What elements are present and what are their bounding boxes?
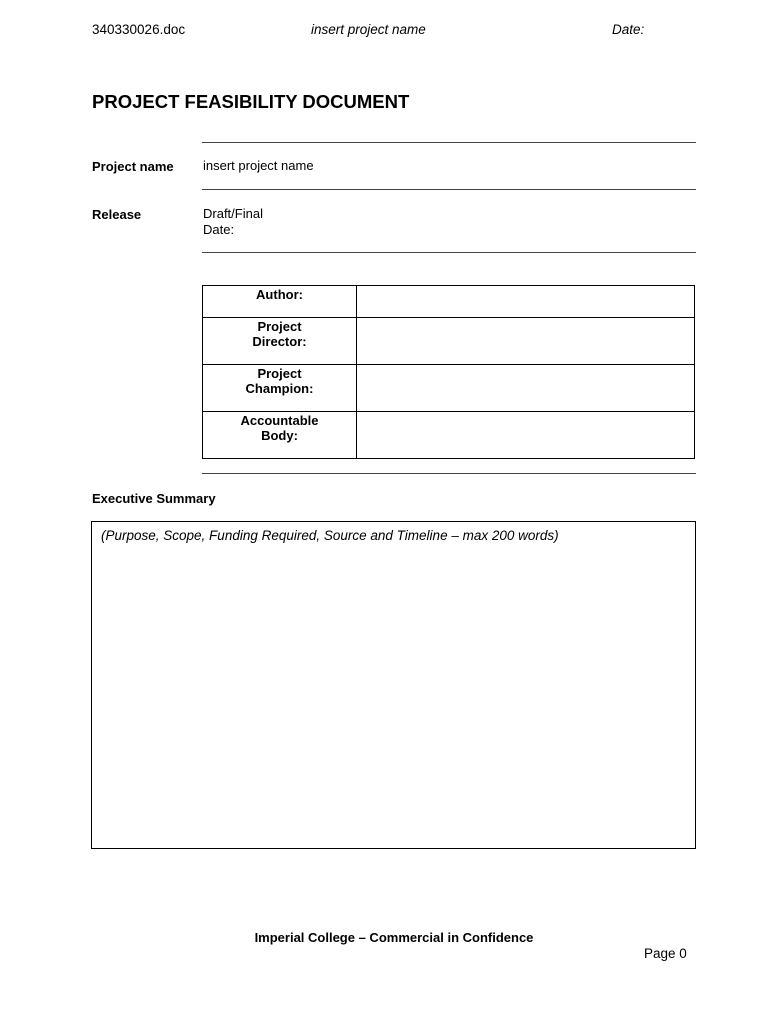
role-cell xyxy=(203,365,357,412)
role-label: Director: xyxy=(252,334,307,349)
executive-summary-heading: Executive Summary xyxy=(92,491,216,506)
header-filename: 340330026.doc xyxy=(92,22,186,37)
role-label: Champion: xyxy=(245,381,314,396)
role-value-cell[interactable] xyxy=(357,412,695,459)
role-label: Project xyxy=(257,366,302,381)
divider-rule xyxy=(202,189,696,190)
role-cell xyxy=(203,318,357,365)
footer-confidentiality: Imperial College – Commercial in Confidence xyxy=(254,930,534,945)
header-project-name: insert project name xyxy=(311,22,426,37)
role-value-cell[interactable] xyxy=(357,286,695,318)
page-number: Page 0 xyxy=(644,946,687,961)
role-label: Body: xyxy=(261,428,298,443)
document-title: PROJECT FEASIBILITY DOCUMENT xyxy=(92,91,410,112)
release-label: Release xyxy=(92,207,142,222)
executive-summary-box[interactable] xyxy=(91,521,696,849)
header-date-label: Date: xyxy=(612,22,645,37)
role-value-cell[interactable] xyxy=(357,318,695,365)
table-row xyxy=(203,412,695,459)
table-row xyxy=(203,286,695,318)
divider-rule xyxy=(202,473,696,474)
role-label: Accountable xyxy=(240,413,319,428)
table-row xyxy=(203,318,695,365)
project-name-value[interactable]: insert project name xyxy=(203,158,314,173)
role-cell xyxy=(203,412,357,459)
table-row xyxy=(203,365,695,412)
project-people-table xyxy=(202,285,695,459)
role-value-cell[interactable] xyxy=(357,365,695,412)
divider-rule xyxy=(202,252,696,253)
project-name-label: Project name xyxy=(92,159,174,174)
role-label: Author: xyxy=(256,287,303,302)
release-date[interactable]: Date: xyxy=(203,222,235,237)
executive-summary-placeholder: (Purpose, Scope, Funding Required, Source and Timeline – max 200 words) xyxy=(101,528,559,543)
divider-rule xyxy=(202,142,696,143)
role-cell xyxy=(203,286,357,318)
role-label: Project xyxy=(257,319,302,334)
release-status[interactable]: Draft/Final xyxy=(203,206,263,221)
